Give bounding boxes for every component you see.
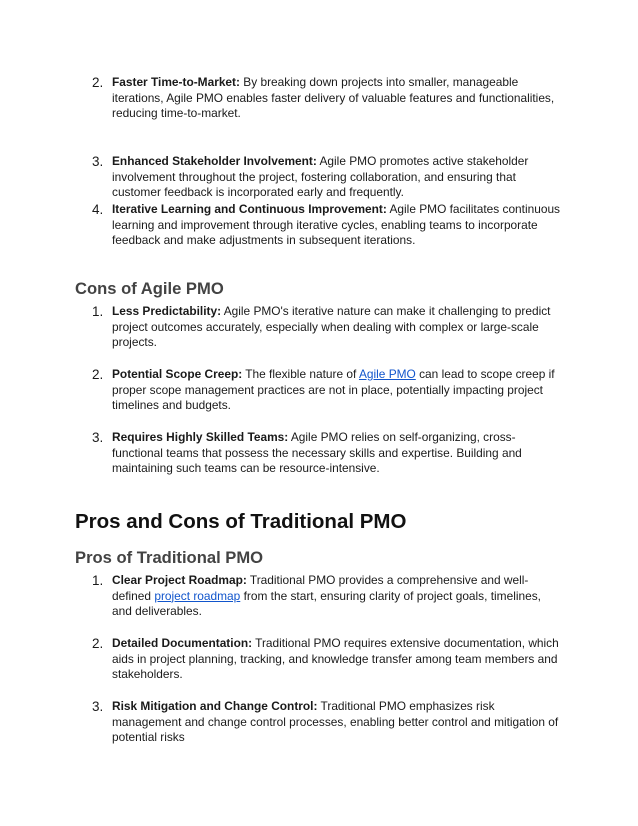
item-text: can lead to scope creep if proper scope management practices are not in place, potentially impacting project timelines and budgets. [112,367,555,413]
item-text: Agile PMO's iterative nature can make it challenging to predict project outcomes accurately, especially when dealing with complex or large-scale projects. [112,304,551,350]
item-title: Requires Highly Skilled Teams: [112,430,289,444]
item-text: Traditional PMO emphasizes risk management and change control processes, enabling better control and mitigation of potential risks [112,699,559,745]
list-item [92,430,562,477]
list-number: 1. [92,304,104,319]
section-heading-traditional: Pros and Cons of Traditional PMO [75,510,407,533]
item-text: Traditional PMO provides a comprehensive and well-defined [112,573,529,603]
list-number: 3. [92,430,104,445]
list-item [92,573,562,620]
list-item [92,202,562,249]
item-title: Faster Time-to-Market: [112,75,240,89]
section-heading-agile-cons: Cons of Agile PMO [75,279,224,298]
list-item [92,636,562,683]
list-number: 1. [92,573,104,588]
item-text: Agile PMO promotes active stakeholder involvement throughout the project, fostering collaboration, and ensuring that customer feedback is incorporated early and frequently. [112,154,529,200]
item-title: Clear Project Roadmap: [112,573,247,587]
item-text: The flexible nature of [242,367,359,381]
list-number: 3. [92,154,104,169]
list-item [92,367,562,414]
item-text: Agile PMO relies on self-organizing, cross-functional teams that possess the necessary skills and expertise. Building and maintaining such teams can be resource-intensive. [112,430,522,476]
item-text: from the start, ensuring clarity of project goals, timelines, and deliverables. [112,588,541,619]
list-number: 2. [92,75,104,90]
item-title: Detailed Documentation: [112,636,253,650]
section-heading-traditional-pros: Pros of Traditional PMO [75,548,264,567]
list-item [92,304,562,351]
project-roadmap-link[interactable]: project roadmap [154,588,241,603]
item-title: Potential Scope Creep: [112,367,243,381]
item-title: Iterative Learning and Continuous Improvement: [112,202,387,216]
list-number: 4. [92,202,104,217]
item-title: Less Predictability: [112,304,222,318]
list-number: 3. [92,699,104,714]
item-text: Agile PMO facilitates continuous learning and improvement through iterative cycles, enabling teams to incorporate feedback and make adjustments in subsequent iterations. [112,202,561,248]
item-title: Enhanced Stakeholder Involvement: [112,154,317,168]
item-text: By breaking down projects into smaller, manageable iterations, Agile PMO enables faster delivery of valuable features and functionalities, reducing time-to-market. [112,75,555,121]
list-item [92,75,562,122]
list-number: 2. [92,367,104,382]
list-number: 2. [92,636,104,651]
item-text: Traditional PMO requires extensive documentation, which aids in project planning, tracking, and knowledge transfer among team members and stakeholders. [112,636,559,682]
list-item [92,154,562,201]
item-title: Risk Mitigation and Change Control: [112,699,318,713]
agile-pmo-link[interactable]: Agile PMO [358,367,416,381]
list-item [92,699,562,746]
